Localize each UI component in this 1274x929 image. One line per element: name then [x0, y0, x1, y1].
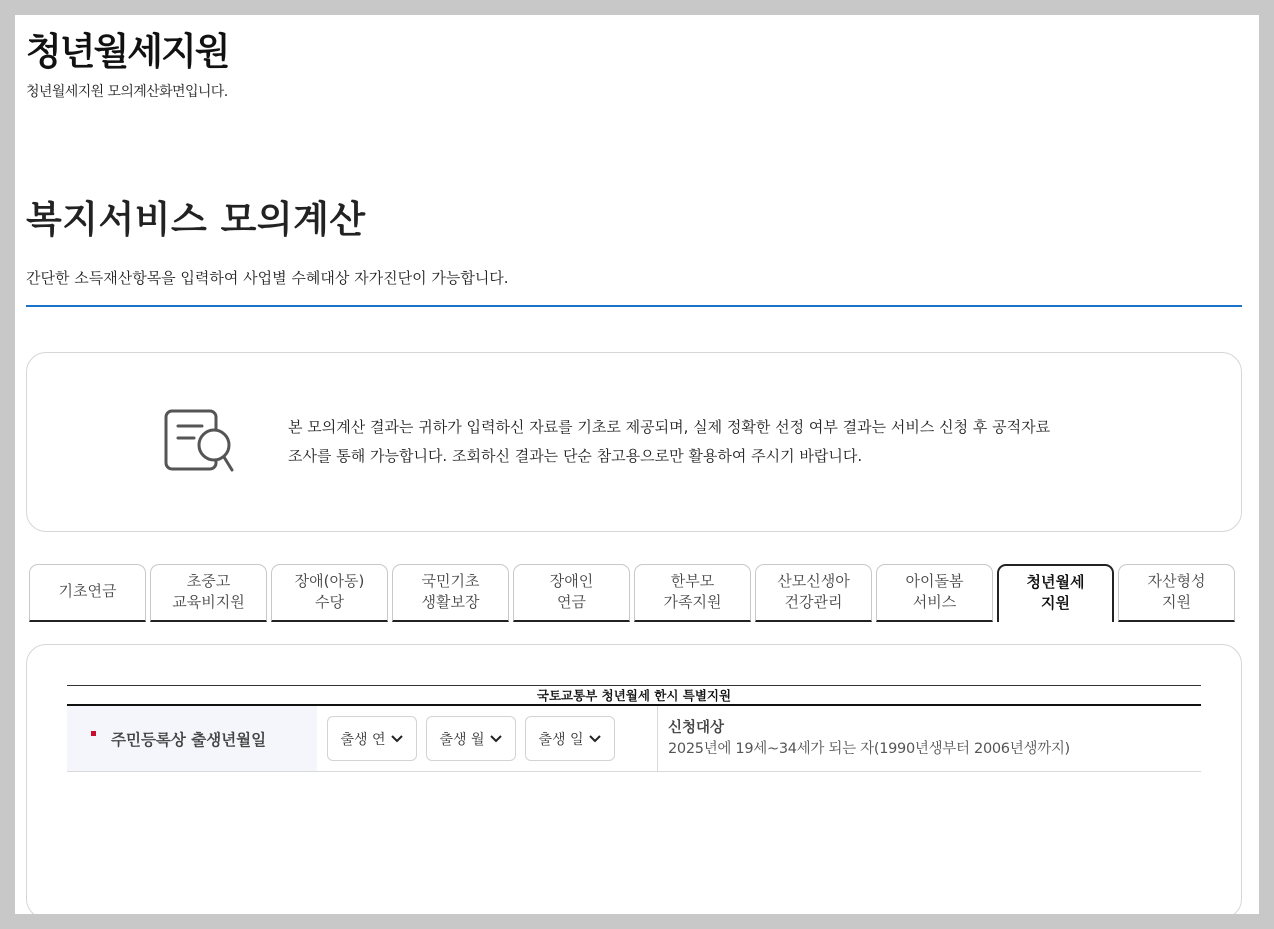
document-search-icon: [164, 409, 234, 475]
notice-text: [288, 413, 1088, 471]
tab-single-parent[interactable]: [634, 564, 751, 622]
birth-day-select[interactable]: [525, 716, 615, 761]
tab-education-support[interactable]: [150, 564, 267, 622]
notice-line-1: 본 모의계산 결과는 귀하가 입력하신 자료를 기초로 제공되며, 실제 정확한 선정 여부 결과는 서비스 신청 후 공적자료: [288, 418, 1051, 436]
tab-basic-pension[interactable]: [29, 564, 146, 622]
tab-label: 국민기초: [421, 571, 480, 590]
tab-label: 한부모: [670, 571, 715, 590]
tab-label: 가족지원: [663, 592, 722, 611]
birth-day-label: 출생 일: [538, 731, 584, 748]
tab-label: 지원: [1041, 594, 1070, 612]
notice-line-2: 조사를 통해 가능합니다. 조회하신 결과는 단순 참고용으로만 활용하여 주시기 바랍니다.: [288, 447, 863, 465]
birthdate-inputs: [317, 706, 658, 771]
service-tabs: [29, 564, 1239, 622]
tab-maternal-newborn-care[interactable]: [755, 564, 872, 622]
form-table: [67, 685, 1201, 772]
tab-label: 장애(아동): [294, 571, 365, 590]
chevron-down-icon: [588, 734, 602, 744]
required-bullet: [91, 731, 96, 736]
tab-label: 서비스: [912, 592, 957, 611]
row-label: [67, 706, 317, 771]
tab-label: 생활보장: [421, 592, 480, 611]
chevron-down-icon: [489, 734, 503, 744]
tab-basic-livelihood[interactable]: [392, 564, 509, 622]
tab-label: 청년월세: [1026, 573, 1085, 591]
table-caption: 국토교통부 청년월세 한시 특별지원: [67, 685, 1201, 706]
section-title: 복지서비스 모의계산: [26, 198, 366, 241]
app-title: 청년월세지원: [26, 30, 229, 73]
tab-disability-child-allowance[interactable]: [271, 564, 388, 622]
tab-label: 아이돌봄: [905, 571, 964, 590]
tab-label: 건강관리: [784, 592, 843, 611]
birth-month-select[interactable]: [426, 716, 516, 761]
tab-label: 교육비지원: [172, 592, 245, 611]
birthdate-label: 주민등록상 출생년월일: [111, 730, 267, 749]
info-title: 신청대상: [668, 720, 725, 736]
tab-label: 지원: [1162, 592, 1191, 611]
birth-month-label: 출생 월: [439, 731, 485, 748]
calculator-panel: [26, 644, 1242, 914]
birth-year-label: 출생 연: [340, 731, 386, 748]
tab-label: 장애인: [549, 571, 594, 590]
tab-label: 수당: [315, 592, 344, 611]
tab-youth-rent-support[interactable]: [997, 564, 1114, 622]
notice-box: [26, 352, 1242, 532]
tab-disability-pension[interactable]: [513, 564, 630, 622]
info-text: 2025년에 19세~34세가 되는 자(1990년생부터 2006년생까지): [668, 741, 1070, 757]
page: [15, 15, 1259, 914]
section-description: 간단한 소득재산항목을 입력하여 사업별 수혜대상 자가진단이 가능합니다.: [26, 269, 509, 287]
eligibility-info: [658, 706, 1070, 771]
title-divider: [26, 305, 1242, 307]
tab-label: 자산형성: [1147, 571, 1206, 590]
tab-label: 연금: [557, 592, 586, 611]
chevron-down-icon: [390, 734, 404, 744]
form-row-birthdate: [67, 706, 1201, 772]
tab-label: 산모신생아: [777, 571, 850, 590]
tab-asset-building[interactable]: [1118, 564, 1235, 622]
app-subtitle: 청년월세지원 모의계산화면입니다.: [26, 84, 228, 100]
birth-year-select[interactable]: [327, 716, 417, 761]
tab-label: 초중고: [186, 571, 231, 590]
tab-child-care-service[interactable]: [876, 564, 993, 622]
tab-label: 기초연금: [58, 582, 117, 600]
